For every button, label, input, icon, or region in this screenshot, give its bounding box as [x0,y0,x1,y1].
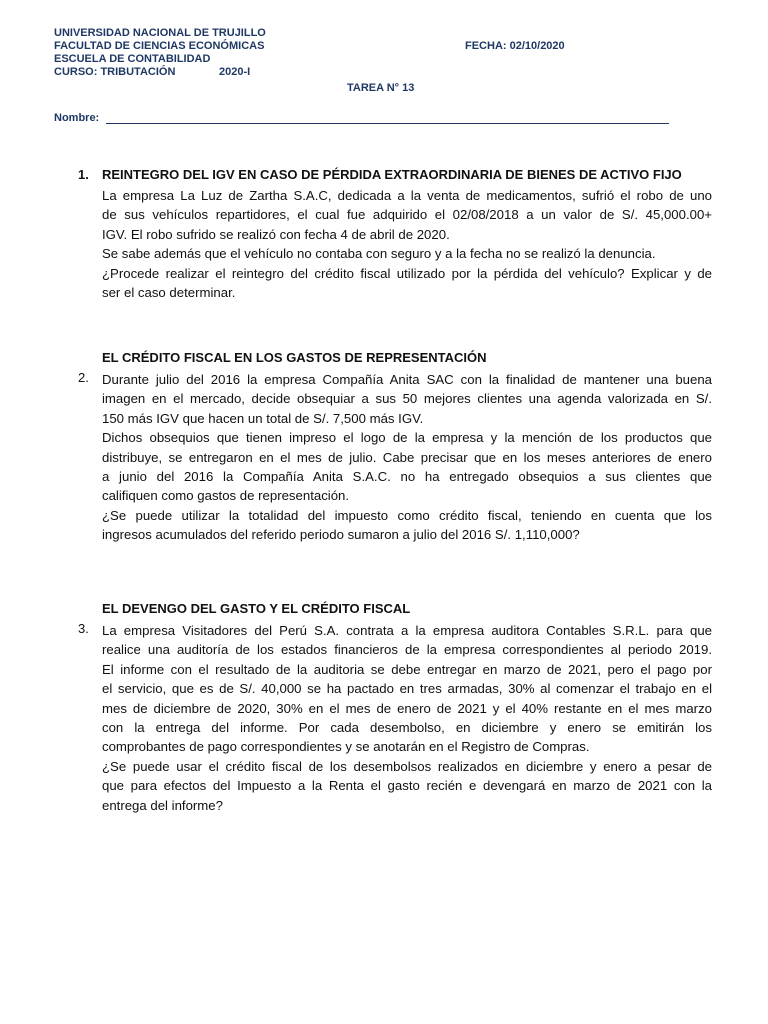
school-name: ESCUELA DE CONTABILIDAD [54,53,211,65]
section-2-line: ingresos acumulados del referido periodo sumaron a julio del 2016 S/. 1,110,000? [102,527,580,543]
section-3-line: el servicio, que es de S/. 40,000 se ha pactado en tres armadas, 30% al comenzar el trabajo en el [102,681,712,697]
section-2-line: ¿Se puede utilizar la totalidad del impuesto como crédito fiscal, teniendo en cuenta que los [102,507,712,523]
section-3-title: EL DEVENGO DEL GASTO Y EL CRÉDITO FISCAL [102,601,411,616]
section-1-title: REINTEGRO DEL IGV EN CASO DE PÉRDIDA EXTRAORDINARIA DE BIENES DE ACTIVO FIJO [102,167,682,182]
section-1-line: ser el caso determinar. [102,285,236,301]
section-2-number: 2. [78,370,89,385]
section-2-title: EL CRÉDITO FISCAL EN LOS GASTOS DE REPRESENTACIÓN [102,350,487,365]
section-3-line: entrega del informe? [102,797,223,813]
section-2-line: imagen en el mercado, decide obsequiar a sus 50 mejores clientes una agenda valorizada en S/. [102,391,712,407]
name-label: Nombre: [54,112,100,124]
section-3-line: con la entrega del informe. Por cada desembolso, en diciembre y enero se emitirán los [102,720,712,736]
section-1-line: La empresa La Luz de Zartha S.A.C, dedicada a la venta de medicamentos, sufrió el robo de uno [102,188,712,203]
section-3-line: que para efectos del Impuesto a la Renta el gasto recién e devengará en marzo de 2021 con la [102,778,712,794]
section-2-line: Durante julio del 2016 la empresa Compañía Anita SAC con la finalidad de mantener una buena [102,372,712,387]
section-1-line: ¿Procede realizar el reintegro del crédito fiscal utilizado por la pérdida del vehículo? Explicar y de [102,265,712,281]
section-2-line: califiquen como gastos de representación. [102,488,350,504]
section-3-line: comprobantes de pago correspondientes y se anotarán en el Registro de Compras. [102,739,590,755]
section-1-line: Se sabe además que el vehículo no contaba con seguro y a la fecha no se realizó la denuncia. [102,246,656,262]
term-label: 2020-I [219,66,251,78]
date-label: FECHA: 02/10/2020 [465,40,565,52]
section-1-line: de sus vehículos repartidores, el cual fue adquirido el 02/08/2018 a un valor de S/. 45,000.00+ [102,207,712,223]
section-2-body [102,370,712,545]
name-underline[interactable] [106,123,669,124]
section-3-line: ¿Se puede usar el crédito fiscal de los desembolsos realizados en diciembre y enero a pesar de [102,758,712,774]
section-3-body [102,621,712,815]
section-3-line: El informe con el resultado de la auditoria se debe entregar en marzo de 2021, pero el pago por [102,661,712,677]
section-3-line: realice una auditoría de los estados financieros de la empresa correspondientes al periodo 2019. [102,642,712,658]
course-label: CURSO: TRIBUTACIÓN [54,66,176,78]
section-3-line: mes de diciembre de 2020, 30% en el mes de enero de 2021 y el 40% restante en el mes marzo [102,700,712,716]
section-1-line: IGV. El robo sufrido se realizó con fecha 4 de abril de 2020. [102,226,450,242]
faculty-name: FACULTAD DE CIENCIAS ECONÓMICAS [54,40,265,52]
section-2-line: Dichos obsequios que tienen impreso el logo de la empresa y la mención de los productos que [102,430,712,446]
section-2-line: 150 más IGV que hacen un total de S/. 7,500 más IGV. [102,410,424,426]
section-3-number: 3. [78,621,89,636]
section-1-body [102,186,712,302]
section-1-number: 1. [78,167,89,182]
section-2-line: a junio del 2016 la Compañía Anita S.A.C. no ha entregado obsequios a sus clientes que [102,469,712,485]
university-name: UNIVERSIDAD NACIONAL DE TRUJILLO [54,27,266,39]
section-2-line: distribuye, se entregaron en el mes de julio. Cabe precisar que en los meses anteriores de enero [102,449,712,465]
section-3-line: La empresa Visitadores del Perú S.A. contrata a la empresa auditora Contables S.R.L. para que [102,623,712,638]
task-title: TAREA N° 13 [347,82,415,94]
